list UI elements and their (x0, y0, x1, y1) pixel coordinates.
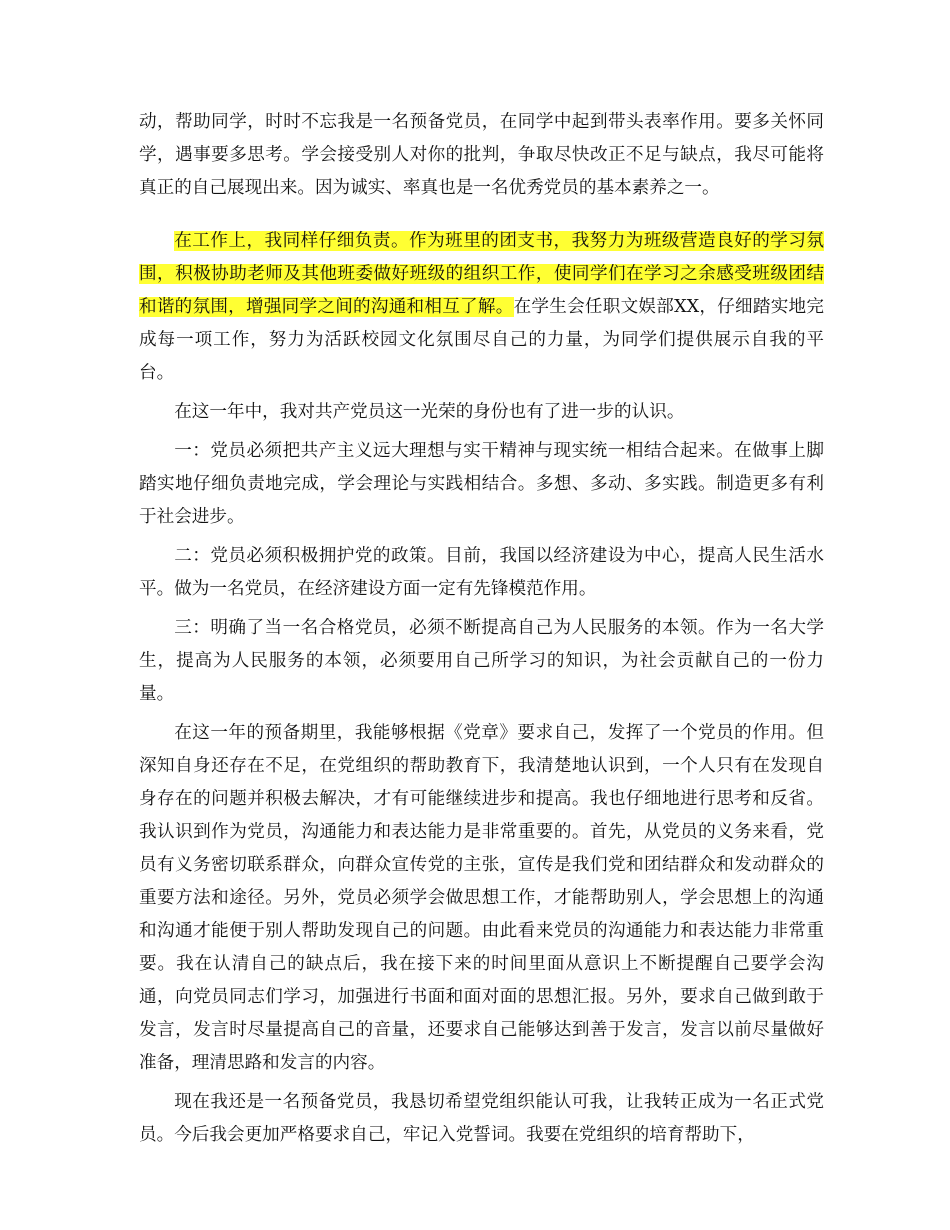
paragraph-text: 在学生会任职文娱部XX，仔细踏实地完成每一项工作，努力为活跃校园文化氛围尽自己的力量，为同学们提供展示自我的平台。 (139, 297, 824, 383)
paragraph-point-two (139, 540, 824, 606)
paragraph-text: 在这一年中，我对共产党员这一光荣的身份也有了进一步的认识。 (174, 402, 685, 422)
paragraph-work (139, 225, 824, 390)
paragraph-probation-reflection (139, 717, 824, 1080)
paragraph-text: 在这一年的预备期里，我能够根据《党章》要求自己，发挥了一个党员的作用。但深知自身还存在不足，在党组织的帮助教育下，我清楚地认识到，一个人只有在发现自身存在的问题并积极去解决，才有可能继续进步和提高。我也仔细地进行思考和反省。我认识到作为党员，沟通能力和表达能力是非常重要的。首先，从党员的义务来看，党员有义务密切联系群众，向群众宣传党的主张，宣传是我们党和团结群众和发动群众的重要方法和途径。另外，党员必须学会做思想工作，才能帮助别人，学会思想上的沟通和沟通才能便于别人帮助发现自己的问题。由此看来党员的沟通能力和表达能力非常重要。我在认清自己的缺点后，我在接下来的时间里面从意识上不断提醒自己要学会沟通，向党员同志们学习，加强进行书面和面对面的思想汇报。另外，要求自己做到敢于发言，发言时尽量提高自己的音量，还要求自己能够达到善于发言，发言以前尽量做好准备，理清思路和发言的内容。 (139, 723, 824, 1073)
paragraph-text: 现在我还是一名预备党员，我恳切希望党组织能认可我，让我转正成为一名正式党员。今后我会更加严格要求自己，牢记入党誓词。我要在党组织的培育帮助下， (139, 1092, 824, 1145)
paragraph-text: 二：党员必须积极拥护党的政策。目前，我国以经济建设为中心，提高人民生活水平。做为一名党员，在经济建设方面一定有先锋模范作用。 (139, 546, 824, 599)
highlighted-text: 在工作上，我同样仔细负责。作为班里的团支书，我努力为班级营造良好的学习氛围，积极协助老师及其他班委做好班级的组织工作，使同学们在学习之余感受班级团结和谐的氛围，增强同学之间的沟通和相互了解。 (139, 231, 824, 317)
paragraph-understanding (139, 396, 824, 429)
paragraph-text: 动，帮助同学，时时不忘我是一名预备党员，在同学中起到带头表率作用。要多关怀同学，遇事要多思考。学会接受别人对你的批判，争取尽快改正不足与缺点，我尽可能将真正的自己展现出来。因为诚实、率真也是一名优秀党员的基本素养之一。 (139, 112, 824, 198)
paragraph-conclusion (139, 1086, 824, 1152)
paragraph-continuation (139, 106, 824, 205)
paragraph-text: 一：党员必须把共产主义远大理想与实干精神与现实统一相结合起来。在做事上脚踏实地仔细负责地完成，学会理论与实践相结合。多想、多动、多实践。制造更多有利于社会进步。 (139, 441, 824, 527)
document-body (139, 106, 824, 1152)
paragraph-point-three (139, 612, 824, 711)
paragraph-point-one (139, 435, 824, 534)
paragraph-text: 三：明确了当一名合格党员，必须不断提高自己为人民服务的本领。作为一名大学生，提高为人民服务的本领，必须要用自己所学习的知识，为社会贡献自己的一份力量。 (139, 618, 824, 704)
